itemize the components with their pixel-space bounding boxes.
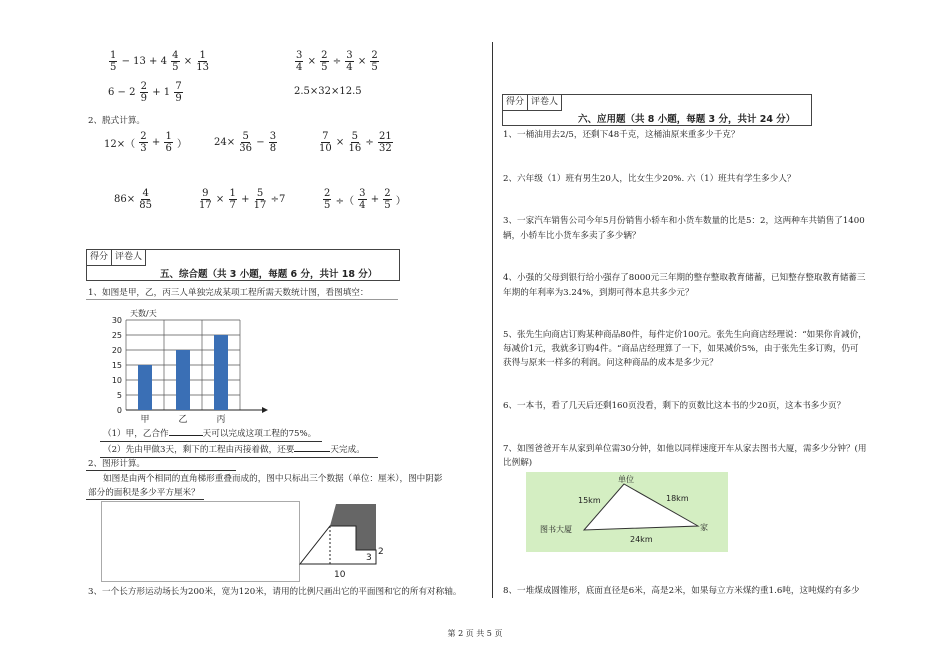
s6-question-6: 6、一本书，看了几天后还剩160页没看，剩下的页数比这本书的少20页，这本书多少页？ [503,401,846,411]
bar-chart [100,302,270,424]
chart-ylabel: 天数/天 [130,309,157,318]
s6-question-3b: 辆，小轿车比小货车多卖了多少辆？ [503,231,641,241]
s5-q1-part2: （2）先由甲做3天，剩下的工程由丙接着做，还要 天完成。 [103,445,365,455]
label-2: 2 [378,547,384,557]
s6-question-4a: 4、小强的父母到银行给小强存了8000元三年期的整存整取教育储蓄，已知整存整取教育储蓄三 [503,273,866,283]
section6-title: 六、应用题（共 8 小题，每题 3 分，共计 24 分） [578,114,796,125]
calc-2: 24× $\frac{5}{36}$ − $\frac{3}{8}$ [214,131,277,154]
s6-question-1: 1、一桶油用去2/5，还剩下48千克，这桶油原来重多少千克？ [503,130,740,140]
s5-q2-text2: 部分的面积是多少平方厘米？ [88,488,200,498]
y-tick-label: 20 [111,346,122,355]
s6-question-5b: 每减价1元，我就多订购4件。“商品店经理算了一下，如果减价5%，由于张先生多订购，仍可 [503,344,859,354]
s5-q2-text1: 如图是由两个相同的直角梯形重叠而成的，图中只标出三个数据（单位：厘米），图中阴影 [103,474,443,484]
unit-label: 单位 [618,475,634,484]
calc-4: 86× $\frac{4}{85}$ [114,188,153,211]
expression-2: $\frac{3}{4}$ × $\frac{2}{5}$ ÷ $\frac{3}{4}$ × $\frac{2}{5}$ [296,50,378,73]
label-10: 10 [334,570,346,580]
page-footer: 第 2 页 共 5 页 [447,629,503,638]
answer-blank-2[interactable] [294,451,330,452]
route-map [526,472,728,552]
y-tick-label: 0 [116,406,122,415]
home-label: 家 [700,523,708,532]
expression-4: 2.5×32×12.5 [294,86,362,97]
trapezoid-figure [296,502,384,580]
y-tick-label: 5 [116,391,122,400]
label-3: 3 [366,553,372,563]
x-axis-arrow [262,407,268,413]
s6-question-7b: 比例解) [503,458,533,468]
y-tick-label: 15 [111,361,122,370]
s5-question-3: 3、一个长方形运动场长为200米，宽为120米，请用的比例尺画出它的平面图和它的所有对称轴。 [88,587,462,597]
section5-title: 五、综合题（共 3 小题，每题 6 分，共计 18 分） [160,269,378,280]
bar-丙 [214,335,228,410]
s6-question-5c: 获得与原来一样多的利润。问这种商品的成本是多少元？ [503,358,718,368]
column-divider [492,42,493,598]
calc-5: $\frac{9}{17}$ × $\frac{1}{7}$ + $\frac{5}{17}$ ÷7 [199,188,286,211]
s6-question-5a: 5、张先生向商店订购某种商品80件，每件定价100元。张先生向商店经理说：“如果你肯减价， [503,330,867,340]
s6-question-7a: 7、如图爸爸开车从家到单位需30分钟，如他以同样速度开车从家去图书大厦，需多少分钟？(用 [503,444,867,454]
score-cell: 得分 [87,250,112,265]
answer-box [101,501,300,582]
y-tick-label: 30 [111,316,122,325]
divider [100,441,322,442]
x-tick-label: 丙 [216,415,226,425]
divider [86,470,236,471]
s6-question-8: 8、一堆煤成圆锥形，底面直径是6米，高是2米，如果每立方米煤约重1.6吨，这吨煤约有多少 [503,586,860,596]
expression-3: 6 − 2 $\frac{2}{9}$ + 1 $\frac{7}{9}$ [108,81,182,104]
s5-question-1: 1、如图是甲，乙，丙三人单独完成某项工程所需天数统计图，看图填空： [88,288,369,298]
calc-1: 12×（ $\frac{2}{3}$ + $\frac{1}{6}$ ） [104,131,187,154]
calc-3: $\frac{7}{10}$ × $\frac{5}{16}$ ÷ $\frac{21}{32}$ [319,131,392,154]
score-table [87,250,146,266]
expression-1: $\frac{1}{5}$ − 13 + 4 $\frac{4}{5}$ × $\frac{1}{13}$ [110,50,210,73]
s5-question-2: 2、图形计算。 [88,459,146,469]
s6-question-4b: 年期的年利率为3.24%，到期可得本息共多少元？ [503,288,694,298]
score-table [503,95,562,111]
x-tick-label: 乙 [178,415,188,425]
divider [86,299,398,300]
answer-blank-1[interactable] [169,435,203,436]
score-cell: 得分 [503,95,528,110]
distance-15: 15km [578,496,601,505]
bar-乙 [176,350,190,410]
divider [86,499,204,500]
distance-24: 24km [630,535,653,544]
question-2-label: 2、脱式计算。 [88,116,146,126]
s5-q1-part1: （1）甲，乙合作 天可以完成这项工程的75%。 [103,429,317,439]
y-tick-label: 25 [111,331,122,340]
bar-甲 [138,365,152,410]
calc-6: $\frac{2}{5}$ ÷（ $\frac{3}{4}$ + $\frac{2}{5}$ ） [324,188,406,211]
s6-question-2: 2、六年级（1）班有男生20人，比女生少20%. 六（1）班共有学生多少人？ [503,174,796,184]
y-tick-label: 10 [111,376,122,385]
library-label: 图书大厦 [540,525,572,534]
distance-18: 18km [666,494,689,503]
grader-cell: 评卷人 [112,250,146,265]
s6-question-3a: 3、一家汽车销售公司今年5月份销售小轿车和小货车数量的比是5：2，这两种车共销售了1400 [503,216,865,226]
grader-cell: 评卷人 [528,95,562,110]
x-tick-label: 甲 [140,415,150,425]
